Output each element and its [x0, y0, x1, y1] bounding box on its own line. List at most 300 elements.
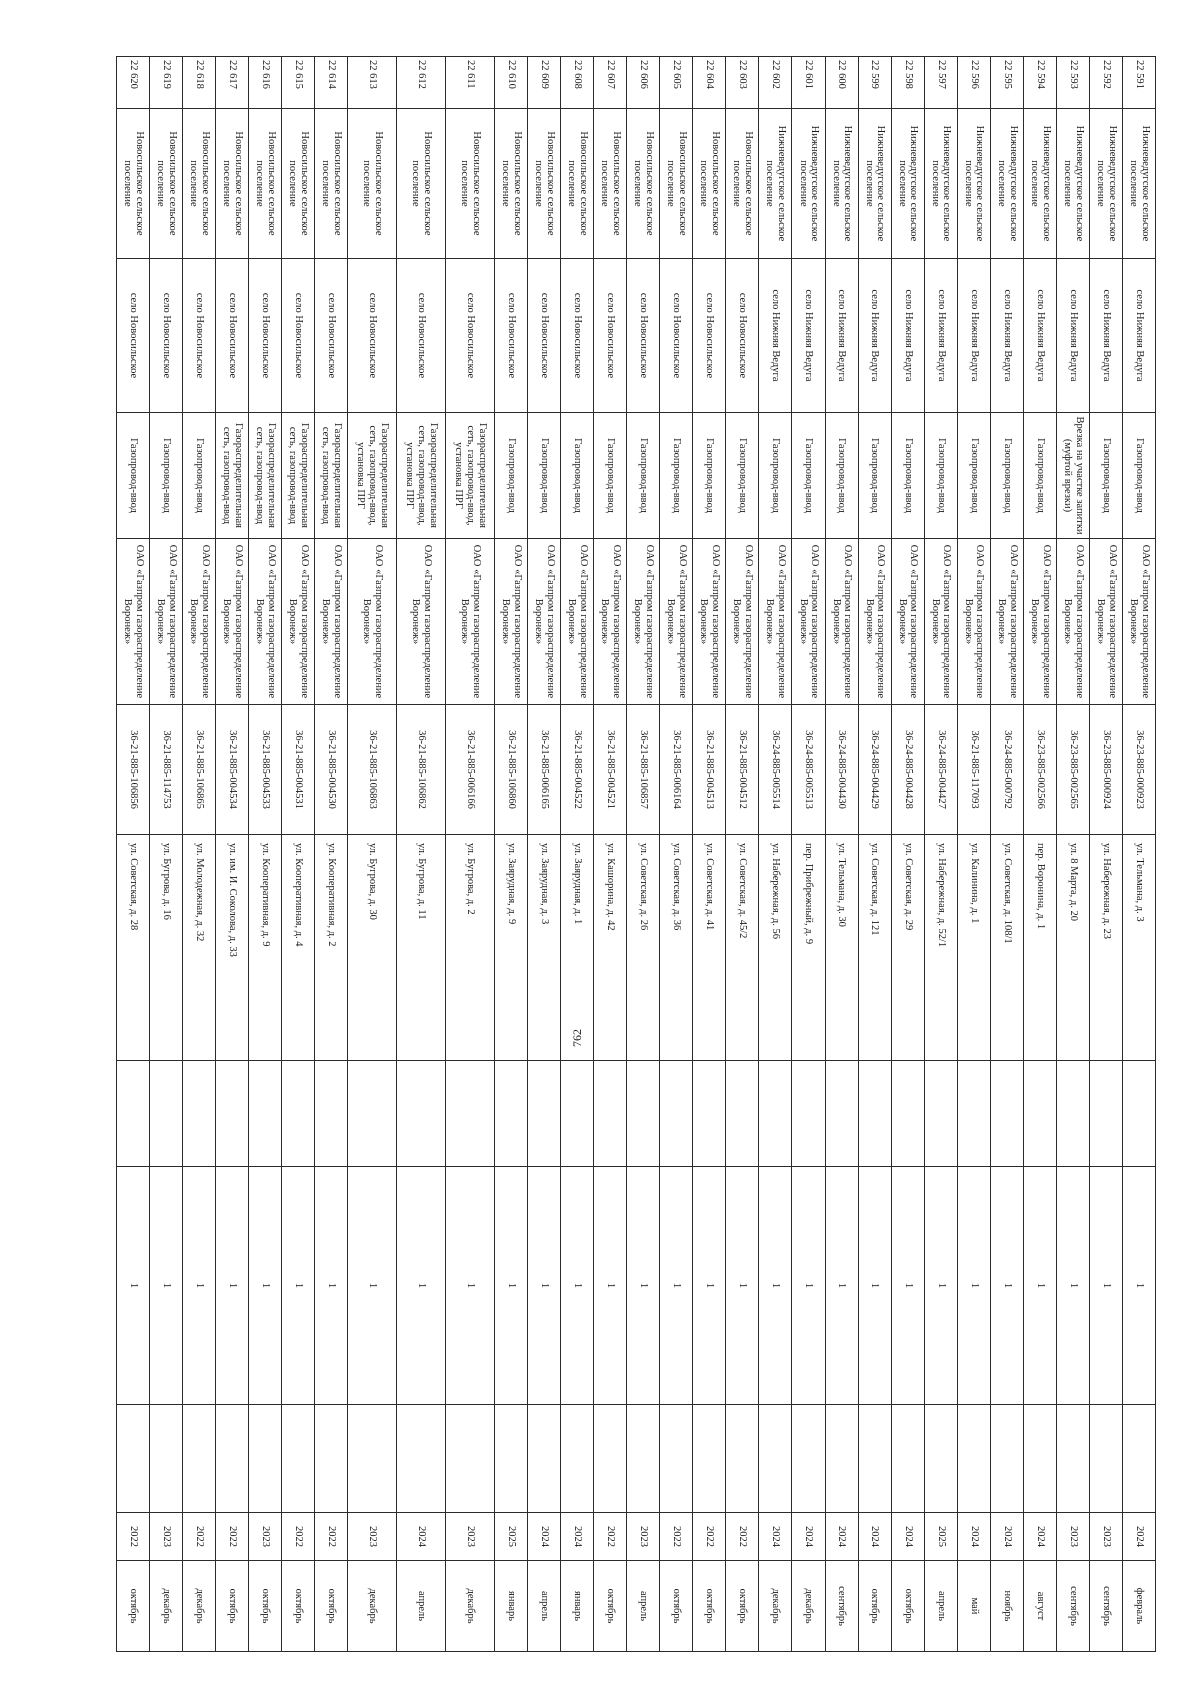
owner-cell: ОАО «Газпром газораспределение Воронеж»	[249, 539, 282, 705]
row-number: 22 611	[446, 57, 495, 109]
year-cell: 2022	[660, 1513, 693, 1561]
row-number: 22 603	[726, 57, 759, 109]
month-cell: сентябрь	[1089, 1561, 1122, 1652]
empty-cell	[117, 1061, 150, 1167]
empty-cell	[1023, 1405, 1056, 1513]
empty-cell	[1089, 1405, 1122, 1513]
quantity-cell: 1	[216, 1167, 249, 1405]
table-row	[528, 57, 561, 1652]
month-cell: апрель	[397, 1561, 446, 1652]
object-type-cell: Газопровод-ввод	[1023, 413, 1056, 539]
empty-cell	[397, 1061, 446, 1167]
month-cell: октябрь	[858, 1561, 891, 1652]
address-cell: ул. Калинина, д. 1	[957, 835, 990, 1061]
quantity-cell: 1	[825, 1167, 858, 1405]
cadastral-number-cell: 36-21-885-106857	[627, 705, 660, 835]
object-type-cell: Газопровод-ввод	[1089, 413, 1122, 539]
locality-cell: село Нижняя Ведуга	[1023, 259, 1056, 413]
row-number: 22 606	[627, 57, 660, 109]
quantity-cell: 1	[282, 1167, 315, 1405]
row-number: 22 591	[1122, 57, 1155, 109]
table-row	[957, 57, 990, 1652]
empty-cell	[957, 1405, 990, 1513]
owner-cell: ОАО «Газпром газораспределение Воронеж»	[1023, 539, 1056, 705]
table-row	[693, 57, 726, 1652]
empty-cell	[726, 1061, 759, 1167]
month-cell: октябрь	[282, 1561, 315, 1652]
year-cell: 2023	[1089, 1513, 1122, 1561]
address-cell: пер. Воронина, д. 1	[1023, 835, 1056, 1061]
empty-cell	[825, 1405, 858, 1513]
address-cell: ул. Кооперативная, д. 4	[282, 835, 315, 1061]
locality-cell: село Новосильское	[397, 259, 446, 413]
empty-cell	[1056, 1061, 1089, 1167]
row-number: 22 612	[397, 57, 446, 109]
object-type-cell: Газопровод-ввод	[693, 413, 726, 539]
year-cell: 2023	[348, 1513, 397, 1561]
empty-cell	[117, 1405, 150, 1513]
quantity-cell: 1	[561, 1167, 594, 1405]
empty-cell	[1056, 1405, 1089, 1513]
owner-cell: ОАО «Газпром газораспределение Воронеж»	[627, 539, 660, 705]
owner-cell: ОАО «Газпром газораспределение Воронеж»	[1122, 539, 1155, 705]
locality-cell: село Новосильское	[183, 259, 216, 413]
settlement-cell: Новосильское сельское поселение	[150, 109, 183, 259]
table-row	[627, 57, 660, 1652]
address-cell: ул. Советская, д. 36	[660, 835, 693, 1061]
year-cell: 2024	[990, 1513, 1023, 1561]
register-sheet	[116, 56, 1156, 1651]
year-cell: 2022	[315, 1513, 348, 1561]
quantity-cell: 1	[924, 1167, 957, 1405]
cadastral-number-cell: 36-23-885-000923	[1122, 705, 1155, 835]
month-cell: октябрь	[660, 1561, 693, 1652]
settlement-cell: Нижневедугское сельское поселение	[759, 109, 792, 259]
locality-cell: село Нижняя Ведуга	[759, 259, 792, 413]
table-row	[594, 57, 627, 1652]
table-row	[858, 57, 891, 1652]
quantity-cell: 1	[957, 1167, 990, 1405]
empty-cell	[183, 1061, 216, 1167]
address-cell: ул. Бугрова, д. 16	[150, 835, 183, 1061]
object-type-cell: Газопровод-ввод	[759, 413, 792, 539]
empty-cell	[858, 1405, 891, 1513]
settlement-cell: Новосильское сельское поселение	[397, 109, 446, 259]
month-cell: октябрь	[726, 1561, 759, 1652]
row-number: 22 605	[660, 57, 693, 109]
cadastral-number-cell: 36-21-885-006166	[446, 705, 495, 835]
month-cell: декабрь	[792, 1561, 825, 1652]
table-row	[759, 57, 792, 1652]
quantity-cell: 1	[150, 1167, 183, 1405]
empty-cell	[315, 1405, 348, 1513]
table-row	[1056, 57, 1089, 1652]
year-cell: 2024	[1122, 1513, 1155, 1561]
empty-cell	[1023, 1061, 1056, 1167]
empty-cell	[150, 1061, 183, 1167]
settlement-cell: Новосильское сельское поселение	[216, 109, 249, 259]
month-cell: декабрь	[150, 1561, 183, 1652]
owner-cell: ОАО «Газпром газораспределение Воронеж»	[282, 539, 315, 705]
table-row	[249, 57, 282, 1652]
quantity-cell: 1	[117, 1167, 150, 1405]
object-type-cell: Газопровод-ввод	[891, 413, 924, 539]
year-cell: 2024	[858, 1513, 891, 1561]
empty-cell	[495, 1061, 528, 1167]
cadastral-number-cell: 36-21-885-004521	[594, 705, 627, 835]
month-cell: октябрь	[249, 1561, 282, 1652]
empty-cell	[759, 1061, 792, 1167]
empty-cell	[594, 1061, 627, 1167]
year-cell: 2023	[1056, 1513, 1089, 1561]
address-cell: ул. Советская, д. 121	[858, 835, 891, 1061]
owner-cell: ОАО «Газпром газораспределение Воронеж»	[660, 539, 693, 705]
table-row	[117, 57, 150, 1652]
locality-cell: село Новосильское	[150, 259, 183, 413]
year-cell: 2023	[150, 1513, 183, 1561]
table-row	[183, 57, 216, 1652]
empty-cell	[990, 1405, 1023, 1513]
owner-cell: ОАО «Газпром газораспределение Воронеж»	[315, 539, 348, 705]
owner-cell: ОАО «Газпром газораспределение Воронеж»	[495, 539, 528, 705]
cadastral-number-cell: 36-21-885-106856	[117, 705, 150, 835]
locality-cell: село Новосильское	[726, 259, 759, 413]
month-cell: август	[1023, 1561, 1056, 1652]
cadastral-number-cell: 36-21-885-004530	[315, 705, 348, 835]
month-cell: октябрь	[315, 1561, 348, 1652]
empty-cell	[561, 1405, 594, 1513]
month-cell: октябрь	[693, 1561, 726, 1652]
quantity-cell: 1	[528, 1167, 561, 1405]
settlement-cell: Новосильское сельское поселение	[282, 109, 315, 259]
settlement-cell: Новосильское сельское поселение	[594, 109, 627, 259]
empty-cell	[792, 1405, 825, 1513]
table-row	[825, 57, 858, 1652]
owner-cell: ОАО «Газпром газораспределение Воронеж»	[216, 539, 249, 705]
table-row	[792, 57, 825, 1652]
cadastral-number-cell: 36-24-885-005514	[759, 705, 792, 835]
year-cell: 2022	[183, 1513, 216, 1561]
empty-cell	[216, 1061, 249, 1167]
empty-cell	[446, 1061, 495, 1167]
cadastral-number-cell: 36-21-885-004512	[726, 705, 759, 835]
quantity-cell: 1	[183, 1167, 216, 1405]
month-cell: сентябрь	[1056, 1561, 1089, 1652]
address-cell: ул. Советская, д. 45/2	[726, 835, 759, 1061]
owner-cell: ОАО «Газпром газораспределение Воронеж»	[150, 539, 183, 705]
cadastral-number-cell: 36-21-885-106860	[495, 705, 528, 835]
object-type-cell: Газораспределительная сеть, газопровод-ввод	[216, 413, 249, 539]
row-number: 22 617	[216, 57, 249, 109]
cadastral-number-cell: 36-24-885-004427	[924, 705, 957, 835]
locality-cell: село Нижняя Ведуга	[957, 259, 990, 413]
empty-cell	[528, 1405, 561, 1513]
cadastral-number-cell: 36-24-885-004428	[891, 705, 924, 835]
empty-cell	[891, 1405, 924, 1513]
empty-cell	[1122, 1061, 1155, 1167]
row-number: 22 619	[150, 57, 183, 109]
settlement-cell: Нижневедугское сельское поселение	[990, 109, 1023, 259]
owner-cell: ОАО «Газпром газораспределение Воронеж»	[957, 539, 990, 705]
settlement-cell: Нижневедугское сельское поселение	[825, 109, 858, 259]
table-row	[150, 57, 183, 1652]
owner-cell: ОАО «Газпром газораспределение Воронеж»	[528, 539, 561, 705]
locality-cell: село Новосильское	[627, 259, 660, 413]
year-cell: 2022	[594, 1513, 627, 1561]
address-cell: ул. Заярудная, д. 1	[561, 835, 594, 1061]
empty-cell	[924, 1061, 957, 1167]
month-cell: декабрь	[446, 1561, 495, 1652]
locality-cell: село Новосильское	[315, 259, 348, 413]
address-cell: ул. Кашорина, д. 42	[594, 835, 627, 1061]
settlement-cell: Новосильское сельское поселение	[693, 109, 726, 259]
cadastral-number-cell: 36-21-885-106863	[348, 705, 397, 835]
object-type-cell: Газопровод-ввод	[117, 413, 150, 539]
owner-cell: ОАО «Газпром газораспределение Воронеж»	[858, 539, 891, 705]
empty-cell	[792, 1061, 825, 1167]
empty-cell	[957, 1061, 990, 1167]
empty-cell	[990, 1061, 1023, 1167]
cadastral-number-cell: 36-24-885-005513	[792, 705, 825, 835]
empty-cell	[891, 1061, 924, 1167]
empty-cell	[446, 1405, 495, 1513]
cadastral-number-cell: 36-24-885-000792	[990, 705, 1023, 835]
address-cell: ул. Набережная, д. 56	[759, 835, 792, 1061]
object-type-cell: Врезка на участке запитки (муфтой врезки)	[1056, 413, 1089, 539]
owner-cell: ОАО «Газпром газораспределение Воронеж»	[397, 539, 446, 705]
table-row	[891, 57, 924, 1652]
table-row	[924, 57, 957, 1652]
cadastral-number-cell: 36-23-885-002565	[1056, 705, 1089, 835]
cadastral-number-cell: 36-21-885-004531	[282, 705, 315, 835]
year-cell: 2022	[282, 1513, 315, 1561]
address-cell: ул. Советская, д. 26	[627, 835, 660, 1061]
address-cell: ул. Советская, д. 108/1	[990, 835, 1023, 1061]
row-number: 22 600	[825, 57, 858, 109]
settlement-cell: Нижневедугское сельское поселение	[924, 109, 957, 259]
row-number: 22 615	[282, 57, 315, 109]
object-type-cell: Газопровод-ввод	[858, 413, 891, 539]
month-cell: декабрь	[348, 1561, 397, 1652]
settlement-cell: Нижневедугское сельское поселение	[957, 109, 990, 259]
owner-cell: ОАО «Газпром газораспределение Воронеж»	[348, 539, 397, 705]
empty-cell	[627, 1061, 660, 1167]
owner-cell: ОАО «Газпром газораспределение Воронеж»	[726, 539, 759, 705]
settlement-cell: Новосильское сельское поселение	[117, 109, 150, 259]
address-cell: ул. Набережная, д. 52/1	[924, 835, 957, 1061]
month-cell: сентябрь	[825, 1561, 858, 1652]
year-cell: 2023	[249, 1513, 282, 1561]
quantity-cell: 1	[1023, 1167, 1056, 1405]
quantity-cell: 1	[348, 1167, 397, 1405]
month-cell: январь	[495, 1561, 528, 1652]
locality-cell: село Нижняя Ведуга	[924, 259, 957, 413]
table-row	[1089, 57, 1122, 1652]
year-cell: 2023	[446, 1513, 495, 1561]
row-number: 22 608	[561, 57, 594, 109]
quantity-cell: 1	[1122, 1167, 1155, 1405]
object-type-cell: Газопровод-ввод	[183, 413, 216, 539]
empty-cell	[1089, 1061, 1122, 1167]
settlement-cell: Новосильское сельское поселение	[561, 109, 594, 259]
owner-cell: ОАО «Газпром газораспределение Воронеж»	[759, 539, 792, 705]
quantity-cell: 1	[594, 1167, 627, 1405]
address-cell: ул. 8 Марта, д. 20	[1056, 835, 1089, 1061]
address-cell: ул. им. И. Соколова, д. 33	[216, 835, 249, 1061]
table-row	[446, 57, 495, 1652]
quantity-cell: 1	[792, 1167, 825, 1405]
cadastral-number-cell: 36-21-885-106862	[397, 705, 446, 835]
address-cell: ул. Тельмана, д. 30	[825, 835, 858, 1061]
owner-cell: ОАО «Газпром газораспределение Воронеж»	[924, 539, 957, 705]
owner-cell: ОАО «Газпром газораспределение Воронеж»	[446, 539, 495, 705]
month-cell: май	[957, 1561, 990, 1652]
empty-cell	[348, 1061, 397, 1167]
locality-cell: село Новосильское	[216, 259, 249, 413]
object-type-cell: Газораспределительная сеть, газопровод-ввод	[315, 413, 348, 539]
empty-cell	[660, 1061, 693, 1167]
quantity-cell: 1	[891, 1167, 924, 1405]
object-type-cell: Газопровод-ввод	[627, 413, 660, 539]
page-number: 762	[570, 1029, 584, 1047]
address-cell: ул. Кооперативная, д. 2	[315, 835, 348, 1061]
row-number: 22 597	[924, 57, 957, 109]
empty-cell	[1122, 1405, 1155, 1513]
empty-cell	[825, 1061, 858, 1167]
object-type-cell: Газопровод-ввод	[1122, 413, 1155, 539]
address-cell: ул. Советская, д. 41	[693, 835, 726, 1061]
locality-cell: село Новосильское	[495, 259, 528, 413]
quantity-cell: 1	[446, 1167, 495, 1405]
settlement-cell: Новосильское сельское поселение	[183, 109, 216, 259]
object-type-cell: Газораспределительная сеть, газопровод-ввод	[249, 413, 282, 539]
object-type-cell: Газопровод-ввод	[957, 413, 990, 539]
year-cell: 2024	[825, 1513, 858, 1561]
row-number: 22 604	[693, 57, 726, 109]
cadastral-number-cell: 36-23-885-000924	[1089, 705, 1122, 835]
empty-cell	[726, 1405, 759, 1513]
quantity-cell: 1	[315, 1167, 348, 1405]
empty-cell	[858, 1061, 891, 1167]
owner-cell: ОАО «Газпром газораспределение Воронеж»	[825, 539, 858, 705]
owner-cell: ОАО «Газпром газораспределение Воронеж»	[183, 539, 216, 705]
address-cell: ул. Советская, д. 29	[891, 835, 924, 1061]
cadastral-number-cell: 36-21-885-106865	[183, 705, 216, 835]
settlement-cell: Новосильское сельское поселение	[528, 109, 561, 259]
settlement-cell: Новосильское сельское поселение	[249, 109, 282, 259]
object-type-cell: Газопровод-ввод	[924, 413, 957, 539]
table-row	[990, 57, 1023, 1652]
month-cell: февраль	[1122, 1561, 1155, 1652]
empty-cell	[528, 1061, 561, 1167]
row-number: 22 620	[117, 57, 150, 109]
locality-cell: село Новосильское	[249, 259, 282, 413]
empty-cell	[561, 1061, 594, 1167]
empty-cell	[397, 1405, 446, 1513]
object-type-cell: Газопровод-ввод	[150, 413, 183, 539]
table-row	[397, 57, 446, 1652]
address-cell: ул. Тельмана, д. 3	[1122, 835, 1155, 1061]
address-cell: ул. Бугрова, д. 30	[348, 835, 397, 1061]
cadastral-number-cell: 36-24-885-004430	[825, 705, 858, 835]
month-cell: ноябрь	[990, 1561, 1023, 1652]
empty-cell	[495, 1405, 528, 1513]
empty-cell	[216, 1405, 249, 1513]
table-row	[495, 57, 528, 1652]
year-cell: 2025	[924, 1513, 957, 1561]
row-number: 22 594	[1023, 57, 1056, 109]
quantity-cell: 1	[1056, 1167, 1089, 1405]
settlement-cell: Новосильское сельское поселение	[495, 109, 528, 259]
settlement-cell: Нижневедугское сельское поселение	[792, 109, 825, 259]
owner-cell: ОАО «Газпром газораспределение Воронеж»	[1056, 539, 1089, 705]
locality-cell: село Нижняя Ведуга	[1056, 259, 1089, 413]
locality-cell: село Новосильское	[117, 259, 150, 413]
month-cell: январь	[561, 1561, 594, 1652]
object-type-cell: Газопровод-ввод	[561, 413, 594, 539]
locality-cell: село Нижняя Ведуга	[990, 259, 1023, 413]
empty-cell	[282, 1405, 315, 1513]
owner-cell: ОАО «Газпром газораспределение Воронеж»	[990, 539, 1023, 705]
table-row	[660, 57, 693, 1652]
year-cell: 2024	[891, 1513, 924, 1561]
locality-cell: село Нижняя Ведуга	[1089, 259, 1122, 413]
locality-cell: село Нижняя Ведуга	[825, 259, 858, 413]
address-cell: ул. Советская, д. 28	[117, 835, 150, 1061]
owner-cell: ОАО «Газпром газораспределение Воронеж»	[117, 539, 150, 705]
table-row	[348, 57, 397, 1652]
address-cell: ул. Набережная, д. 23	[1089, 835, 1122, 1061]
year-cell: 2022	[693, 1513, 726, 1561]
object-type-cell: Газопровод-ввод	[990, 413, 1023, 539]
empty-cell	[150, 1405, 183, 1513]
object-type-cell: Газораспределительная сеть, газопровод-ввод, установка ПРГ	[348, 413, 397, 539]
year-cell: 2024	[759, 1513, 792, 1561]
row-number: 22 592	[1089, 57, 1122, 109]
empty-cell	[594, 1405, 627, 1513]
address-cell: ул. Кооперативная, д. 9	[249, 835, 282, 1061]
quantity-cell: 1	[759, 1167, 792, 1405]
empty-cell	[282, 1061, 315, 1167]
settlement-cell: Нижневедугское сельское поселение	[1122, 109, 1155, 259]
object-type-cell: Газопровод-ввод	[594, 413, 627, 539]
cadastral-number-cell: 36-21-885-114753	[150, 705, 183, 835]
owner-cell: ОАО «Газпром газораспределение Воронеж»	[594, 539, 627, 705]
row-number: 22 610	[495, 57, 528, 109]
settlement-cell: Нижневедугское сельское поселение	[1056, 109, 1089, 259]
year-cell: 2024	[528, 1513, 561, 1561]
object-type-cell: Газопровод-ввод	[825, 413, 858, 539]
locality-cell: село Новосильское	[660, 259, 693, 413]
cadastral-number-cell: 36-24-885-004429	[858, 705, 891, 835]
locality-cell: село Новосильское	[446, 259, 495, 413]
month-cell: октябрь	[216, 1561, 249, 1652]
row-number: 22 616	[249, 57, 282, 109]
table-row	[1122, 57, 1155, 1652]
cadastral-number-cell: 36-21-885-004533	[249, 705, 282, 835]
locality-cell: село Новосильское	[594, 259, 627, 413]
quantity-cell: 1	[726, 1167, 759, 1405]
year-cell: 2023	[627, 1513, 660, 1561]
locality-cell: село Нижняя Ведуга	[858, 259, 891, 413]
settlement-cell: Нижневедугское сельское поселение	[1023, 109, 1056, 259]
empty-cell	[249, 1405, 282, 1513]
empty-cell	[759, 1405, 792, 1513]
row-number: 22 595	[990, 57, 1023, 109]
table-row	[1023, 57, 1056, 1652]
cadastral-number-cell: 36-23-885-002566	[1023, 705, 1056, 835]
owner-cell: ОАО «Газпром газораспределение Воронеж»	[1089, 539, 1122, 705]
